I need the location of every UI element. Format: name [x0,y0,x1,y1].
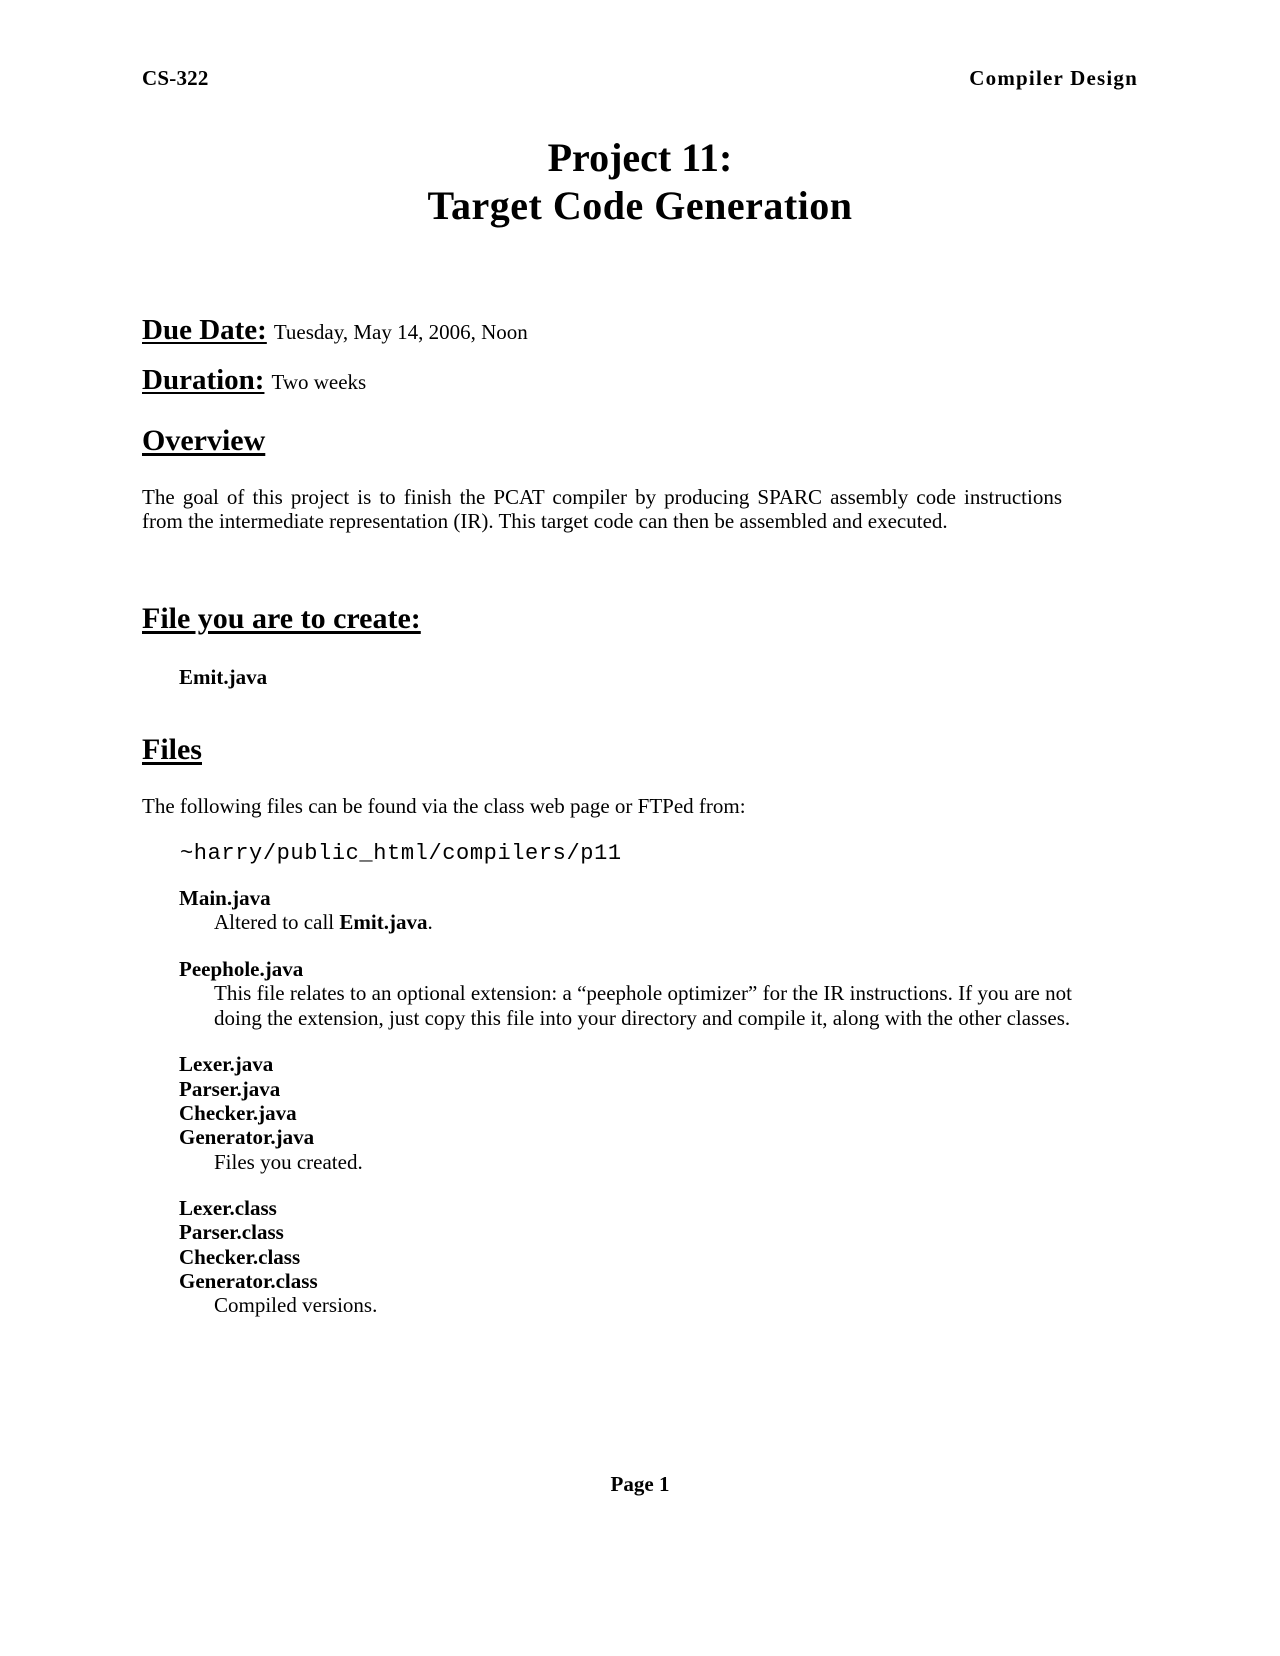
file-entry [142,1052,1072,1175]
file-entry-name: Main.java [179,886,271,910]
due-date-value: Tuesday, May 14, 2006, Noon [273,320,528,344]
file-entry-name: Parser.java [179,1076,281,1101]
page-footer: Page 1 [610,1472,670,1496]
heading-overview: Overview [142,424,266,457]
overview-paragraph: The goal of this project is to finish the PCAT compiler by producing SPARC assembly code instructions from the intermediate representation (IR). This target code can then be assembled and executed. [142,485,1062,533]
file-entry-name: Parser.class [179,1220,284,1245]
file-entry-name: Lexer.class [179,1195,277,1220]
assignment-meta [142,306,528,406]
running-head [142,66,1138,91]
duration-row [142,356,528,406]
file-entry-description [142,910,1072,935]
file-entry-list [142,886,1072,1319]
file-entry-description: This file relates to an optional extension: a “peephole optimizer” for the IR instructions. If you are not doing the extension, just copy this file into your directory and compile it, along with the other classes. [214,980,1072,1031]
file-entry [142,957,1072,1032]
due-date-label: Due Date: [142,314,267,346]
file-entry-name: Peephole.java [179,956,304,981]
title-line-1: Project 11: [547,135,733,180]
desc-emphasis: Emit.java [339,910,428,935]
heading-file-to-create: File you are to create: [142,602,421,635]
title-line-2: Target Code Generation [427,183,853,228]
file-entry-description: Files you created. [214,1149,363,1174]
duration-label: Duration: [142,363,265,396]
file-entry-name: Generator.java [179,1125,315,1150]
file-entry-description: Compiled versions. [214,1293,378,1318]
ftp-path: ~harry/public_html/compilers/p11 [180,841,622,866]
course-title: Compiler Design [969,66,1138,90]
course-code: CS-322 [142,66,209,90]
page-title [142,134,1138,230]
desc-suffix: . [427,910,433,935]
duration-value: Two weeks [271,369,367,394]
file-entry-name: Checker.class [179,1244,301,1269]
file-entry [142,1196,1072,1319]
file-entry-name: Lexer.java [179,1052,274,1077]
file-entry-name: Checker.java [179,1101,297,1125]
due-date-row [142,306,528,356]
desc-prefix: Altered to call [214,910,340,935]
files-intro-paragraph: The following files can be found via the class web page or FTPed from: [142,794,746,818]
heading-files: Files [142,733,202,766]
file-entry [142,886,1072,936]
file-to-create-name: Emit.java [179,665,268,689]
file-entry-name: Generator.class [179,1268,318,1293]
